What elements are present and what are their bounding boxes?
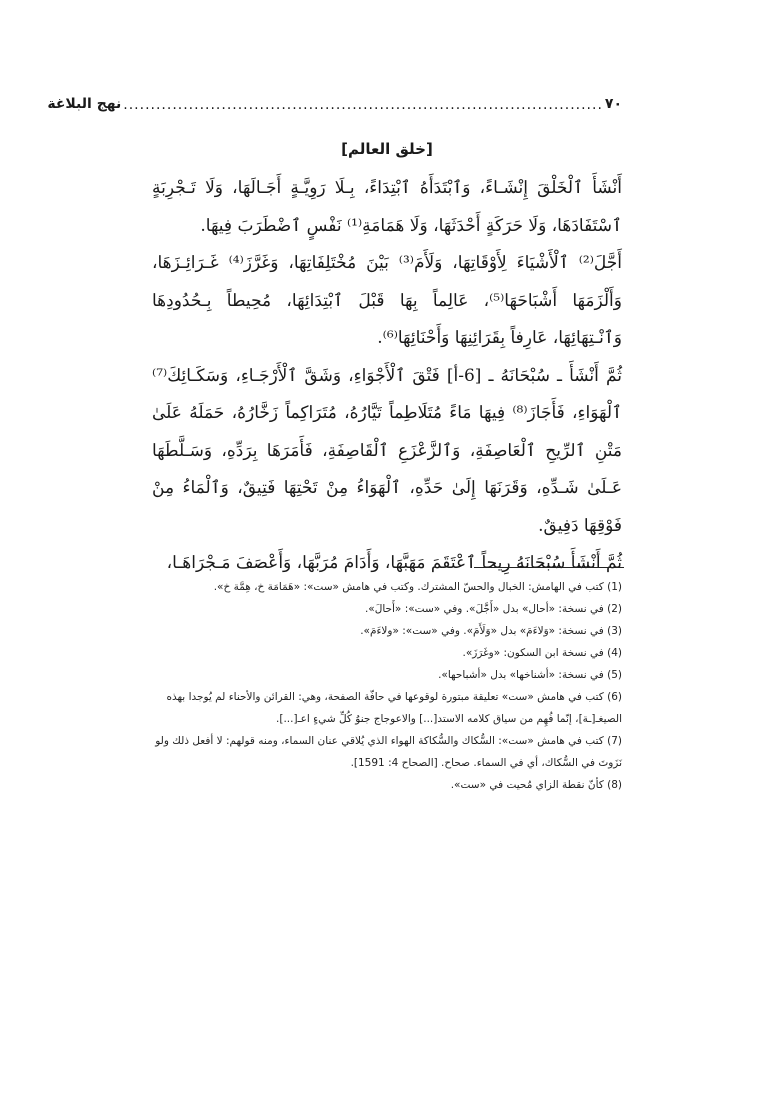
main-text [152, 170, 622, 583]
footnote-2: (2) في نسخة: «أحال» بدل «أَجَّلَ». وفي «ست»: «أَحالَ». [364, 603, 622, 615]
footnote-1: (1) كتب في الهامش: الخبال والحسّ المشترك. وكتب في هامش «ست»: «هَمَامَة خ، هِمَّة خ». [213, 581, 622, 593]
section-heading: [خلق العالم] [341, 140, 433, 158]
paragraph-opening-atmosphere: ثُمَّ أَنْشَأَ ـ سُبْحَانَهُ ـ [6-أ] فَتْقَ ٱلْأَجْوَاءِ، وَشَقَّ ٱلْأَرْجَـاءِ، وَسَكَـائِكَ⁽⁷⁾ ٱلْهَوَاءِ، فَأَجَازَ⁽⁸⁾ فِيهَا مَاءً مُتَلَاطِماً تَيَّارُهُ، مُتَرَاكِماً زَخَّارُهُ، حَمَلَهُ عَلَىٰ مَتْنِ ٱلرِّيحِ ٱلْعَاصِفَةِ، وَٱلزَّعْزَعِ ٱلْقَاصِفَةِ، فَأَمَرَهَا بِرَدِّهِ، وَسَـلَّطَهَا عَـلَىٰ شَـدِّهِ، وَقَرَنَهَا إِلَىٰ حَدِّهِ، ٱلْهَوَاءُ مِنْ تَحْتِهَا فَتِيقٌ، وَٱلْمَاءُ مِنْ فَوْقِهَا دَفِيقٌ. [152, 365, 623, 536]
footnote-4: (4) في نسخة ابن السكون: «وغَرَزَ». [462, 647, 622, 659]
footnote-5: (5) في نسخة: «أشناخها» بدل «أشباحها». [438, 669, 622, 681]
footnote-8: (8) كأنّ نقطة الزاي مُحيت في «ست». [450, 779, 622, 791]
footnote-separator [474, 567, 624, 568]
paragraph-appointing-things: أَجَّلَ⁽²⁾ ٱلْأَشْيَاءَ لِأَوْقَاتِهَا، وَلَأَمَ⁽³⁾ بَيْنَ مُخْتَلِفَاتِهَا، وَغَرَّزَ⁽⁴⁾ غَـرَائِـزَهَا، وَأَلْزَمَهَا أَشْبَاحَهَا⁽⁵⁾، عَالِماً بِهَا قَبْلَ ٱبْتِدَائِهَا، مُحِيطاً بِـحُدُودِهَا وَٱنْـتِهَائِهَا، عَارِفاً بِقَرَائِنِهَا وَأَحْنَائِهَا⁽⁶⁾. [152, 253, 622, 348]
paragraph-creation: أَنْشَأَ ٱلْخَلْقَ إِنْشَـاءً، وَٱبْتَدَأَهُ ٱبْتِدَاءً، بِـلَا رَوِيَّـةٍ أَجَـالَهَا، وَلَا تَـجْرِبَةٍ ٱسْتَفَادَهَا، وَلَا حَرَكَةٍ أَحْدَثَهَا، وَلَا هَمَامَةِ⁽¹⁾ نَفْسٍ ٱضْطَرَبَ فِيهَا. [152, 178, 622, 236]
footnote-6: (6) كتب في هامش «ست» تعليقة مبتورة لوقوعها في حافّة الصفحة، وهي: القرائن والأحناء لم يُوجدا بهذه الصيغـ[ـة]، إنّما فُهِم من سياق كلامه الاستد[...] والاعوجاج جنوُ كُلِّ شيءٍ اعـ[...]. [166, 691, 622, 725]
page-number: ٧٠ [604, 96, 622, 112]
dot-leader: ........................................................................................ [123, 97, 603, 113]
footnote-7: (7) كتب في هامش «ست»: السُّكاك والسُّكاكة الهواء الذي يُلاقي عنان السماء، ومنه قولهم: لا أفعل ذلك ولو نَزَوتَ في السُّكاك، أي في السماء. صحاح. [الصحاح 4: 1591]. [155, 735, 622, 769]
book-title: نهج البلاغة [47, 96, 122, 112]
footnote-3: (3) في نسخة: «وَلاءَمَ» بدل «وَلَأَمَ». وفي «ست»: «ولاءَمَ». [360, 625, 622, 637]
paragraph-wind: ثُمَّ أَنْشَأَ سُبْحَانَهُ رِيحاً ٱعْتَقَمَ مَهَبَّهَا، وَأَدَامَ مُرَبَّهَا، وَأَعْصَفَ مَـجْرَاهَـا، [166, 553, 622, 573]
running-header [47, 88, 622, 113]
footnotes [152, 576, 622, 796]
